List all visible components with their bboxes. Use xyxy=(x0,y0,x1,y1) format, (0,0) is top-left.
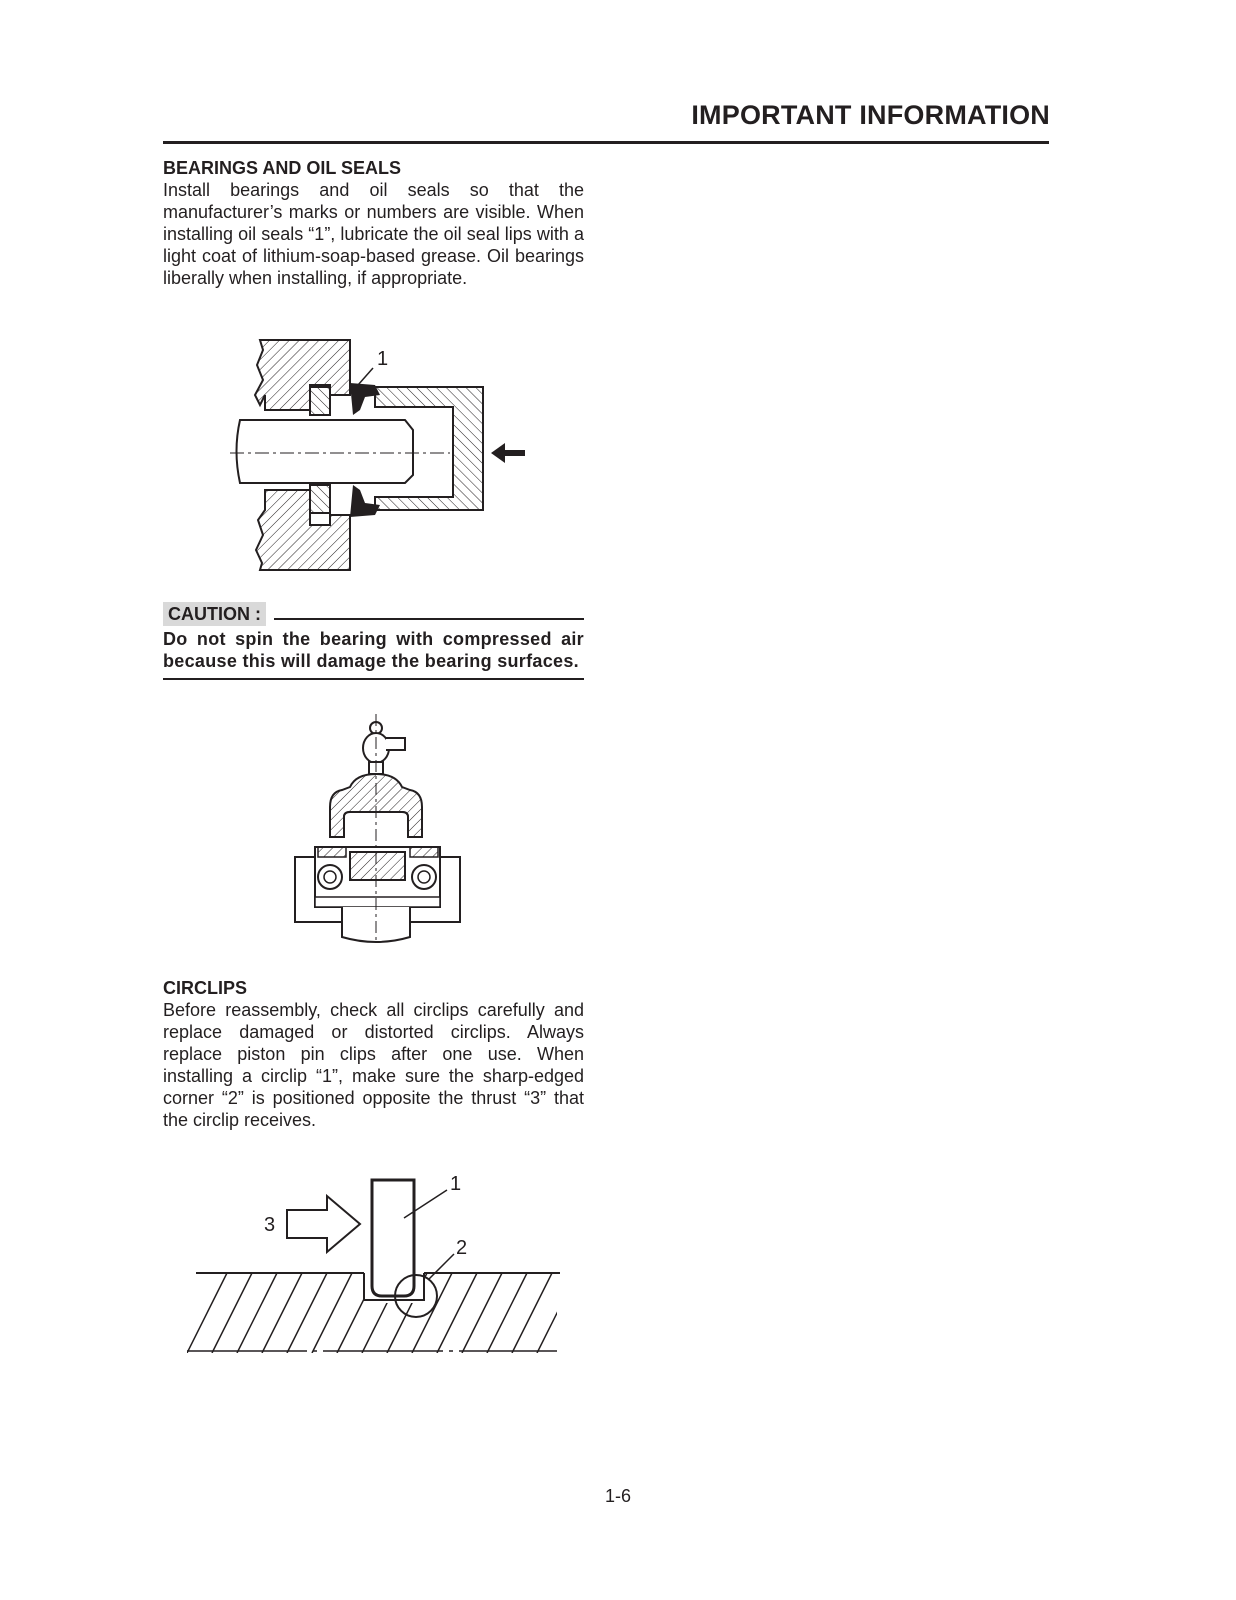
bearings-title: BEARINGS AND OIL SEALS xyxy=(163,158,402,178)
circlip-label-3: 3 xyxy=(264,1214,276,1236)
bearings-text: Install bearings and oil seals so that the manufacturer’s marks or numbers are visible. When installing oil seals “1”, lubricate the oil seal lips with a light coat of lithium-soap-based grease. Oil bearings liberally when installing, if appropriate. xyxy=(163,180,584,288)
caution-text: Do not spin the bearing with compressed air because this will damage the bearing surfaces. xyxy=(163,629,584,671)
circlip-label-1: 1 xyxy=(450,1173,462,1195)
bearing-figure xyxy=(290,712,470,944)
oil-seal-label-1: 1 xyxy=(377,348,389,370)
caution-top-rule xyxy=(274,618,584,620)
circlips-text: Before reassembly, check all circlips carefully and replace damaged or distorted circlips. Always replace piston pin clips after one use. When installing a circlip “1”, make sure the sharp-edged corner “2” is positioned opposite the thrust “3” that the circlip receives. xyxy=(163,1000,584,1130)
page-header-title: IMPORTANT INFORMATION xyxy=(691,100,1050,130)
circlip-label-2: 2 xyxy=(456,1237,468,1259)
caution-bottom-rule xyxy=(163,678,584,680)
circlips-title: CIRCLIPS xyxy=(163,978,248,998)
oil-seal-figure xyxy=(225,335,535,575)
caution-box xyxy=(163,602,584,680)
page-number: 1-6 xyxy=(604,1486,631,1506)
bearings-section xyxy=(163,157,584,289)
circlip-figure xyxy=(182,1168,567,1368)
header-rule xyxy=(163,141,1049,144)
circlips-section xyxy=(163,977,584,1131)
caution-label: CAUTION : xyxy=(163,602,266,626)
